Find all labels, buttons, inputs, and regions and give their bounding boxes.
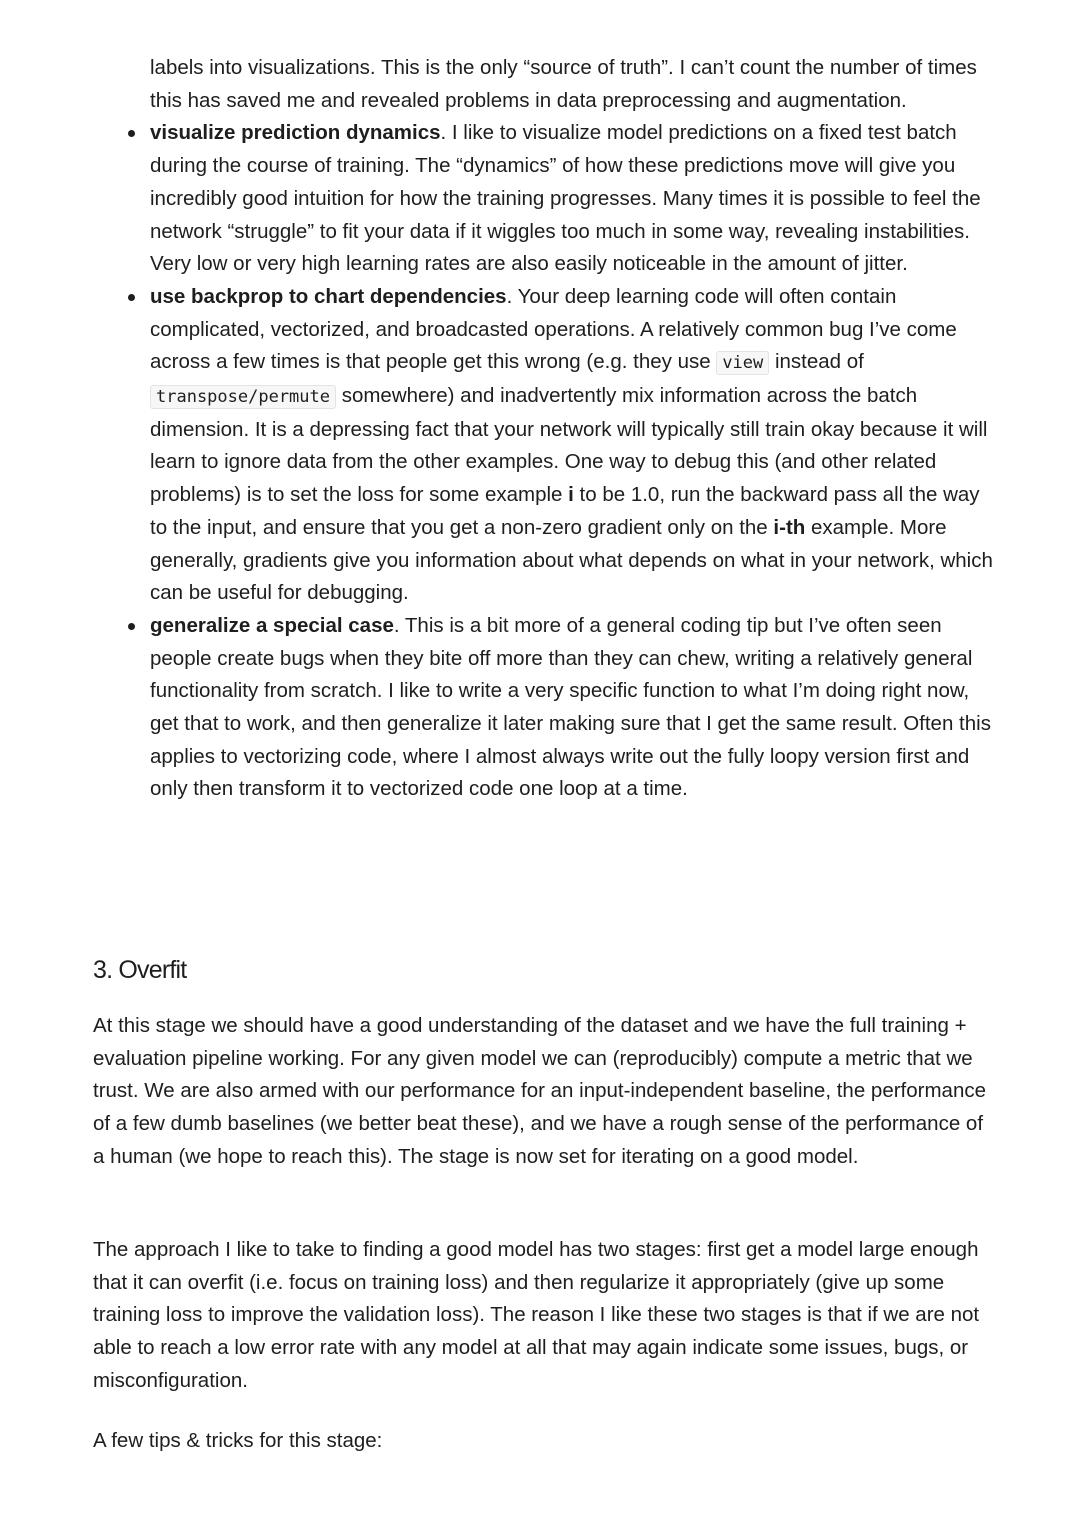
section-heading: 3. Overfit [93, 956, 187, 984]
bold-i-th: i-th [773, 515, 806, 539]
tip-text: . This is a bit more of a general coding tip but I’ve often seen people create bugs when they bite off more than they can chew, writing a relatively general functionality from scratch. I like to write a very specific function to what I’m doing right now, get that to work, and then generalize it later making sure that I get the same result. Often this applies to vectorizing code, where I almost always write out the fully loopy version first and only then transform it to vectorized code one loop at a time. [150, 613, 991, 801]
paragraph: At this stage we should have a good understanding of the dataset and we have the full training + evaluation pipeline working. For any given model we can (reproducibly) compute a metric that we trust. We are also armed with our performance for an input-independent baseline, the performance of a few dumb baselines (we better beat these), and we have a rough sense of the performance of a human (we hope to reach this). The stage is now set for iterating on a good model. [93, 1014, 987, 1168]
tips-list [150, 117, 1000, 806]
paragraph: The approach I like to take to finding a good model has two stages: first get a model large enough that it can overfit (i.e. focus on training loss) and then regularize it appropriately (give up some training loss to improve the validation loss). The reason I like these two stages is that if we are not able to reach a low error rate with any model at all that may again indicate some issues, bugs, or misconfiguration. [93, 1238, 980, 1392]
tip-title: use backprop to chart dependencies [150, 284, 507, 308]
paragraph: A few tips & tricks for this stage: [93, 1429, 383, 1452]
tip-text: to be 1.0, run the backward pass all the way to the input, and ensure that you get a non-zero gradient only on the [150, 483, 980, 539]
inline-code-transpose-permute: transpose/permute [150, 385, 336, 409]
tip-text: . I like to visualize model predictions on a fixed test batch during the course of training. The “dynamics” of how these predictions move will give you incredibly good intuition for how the training progresses. Many times it is possible to feel the network “struggle” to fit your data if it wiggles too much in some way, revealing instabilities. Very low or very high learning rates are also easily noticeable in the amount of jitter. [150, 121, 981, 276]
tip-text: . Your deep learning code will often contain complicated, vectorized, and broadcasted operations. A relatively common bug I’ve come across a few times is that people get this wrong (e.g. they use [150, 284, 957, 374]
tips-list-block [150, 52, 1000, 806]
list-item-continuation: labels into visualizations. This is the only “source of truth”. I can’t count the number of times this has saved me and revealed problems in data preprocessing and augmentation. [150, 56, 977, 112]
list-item-generalize-special-case [150, 610, 1000, 806]
list-item-visualize-prediction-dynamics [150, 117, 1000, 281]
list-item-backprop-dependencies [150, 281, 1000, 610]
tip-text: somewhere) and inadvertently mix information across the batch dimension. It is a depressing fact that your network will typically still train okay because it will learn to ignore data from the other examples. One way to debug this (and other related problems) is to set the loss for some example [150, 384, 988, 507]
tip-title: generalize a special case [150, 613, 394, 637]
tip-text: example. More generally, gradients give you information about what depends on what in your network, which can be useful for debugging. [150, 515, 993, 605]
tip-title: visualize prediction dynamics [150, 121, 441, 145]
bold-index-i: i [568, 483, 574, 507]
tip-text: instead of [769, 350, 864, 374]
inline-code-view: view [716, 351, 769, 375]
